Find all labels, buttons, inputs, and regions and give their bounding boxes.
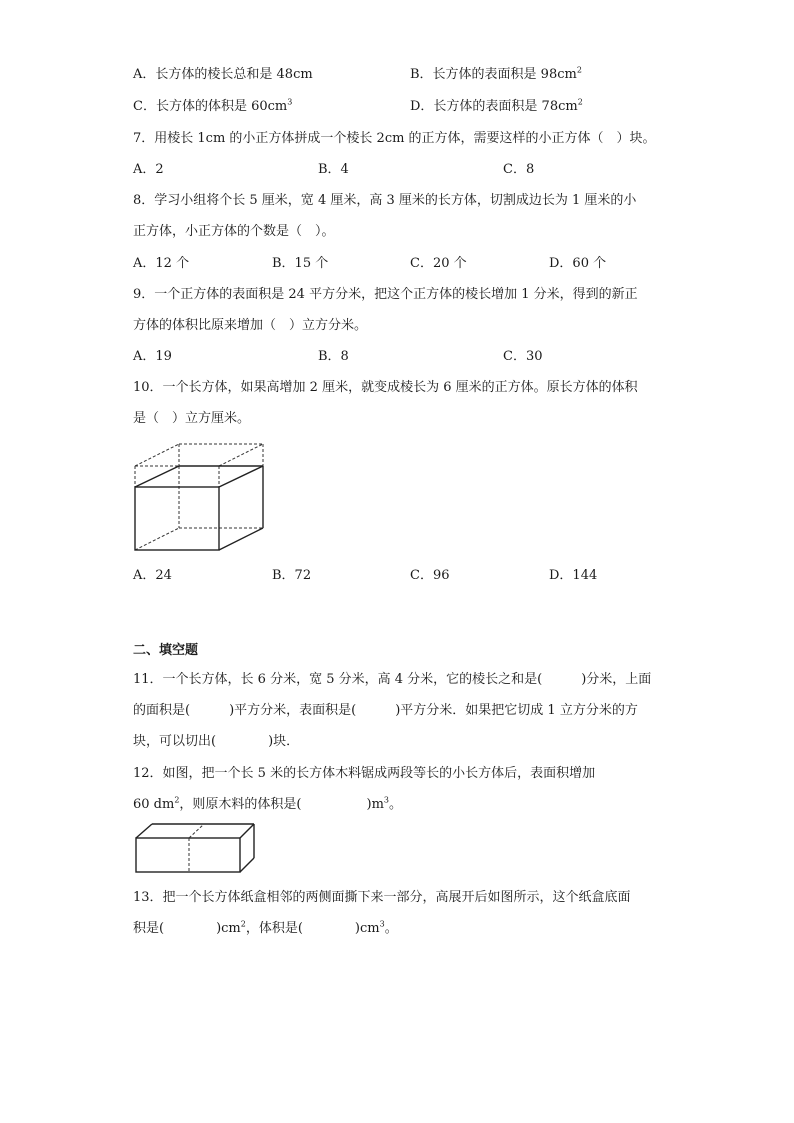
q11-stem-line1: 11．一个长方体，长 6 分米，宽 5 分米，高 4 分米，它的棱长之和是( )分米，上面 (133, 672, 652, 687)
q8-option-b: B．15 个 (272, 256, 329, 271)
q8-stem-line2: 正方体，小正方体的个数是（ ）。 (133, 224, 335, 239)
q10-stem-line2: 是（ ）立方厘米。 (133, 411, 251, 426)
q13-line2-part-c: 。 (384, 921, 398, 936)
q8-option-c: C．20 个 (410, 256, 467, 271)
q10-cuboid-figure (133, 442, 268, 552)
q10-option-b: B．72 (272, 568, 312, 583)
q9-stem-line1: 9．一个正方体的表面积是 24 平方分米，把这个正方体的棱长增加 1 分米，得到的新正 (133, 287, 638, 302)
q6-option-b-text: B．长方体的表面积是 98cm (410, 67, 577, 82)
q6-option-d-text: D．长方体的表面积是 78cm (410, 99, 578, 114)
q6-option-c-text: C．长方体的体积是 60cm (133, 99, 288, 114)
q6-option-a (133, 66, 313, 84)
q12-line2-sup-a: 2 (174, 795, 180, 805)
q8-option-d: D．60 个 (549, 256, 607, 271)
q12-line2-part-b: ，则原木料的体积是( )m (179, 797, 384, 812)
q6-option-a-text: A．长方体的棱长总和是 48cm (133, 67, 313, 82)
q6-option-c-sup: 3 (287, 97, 293, 107)
q9-option-a: A．19 (133, 349, 172, 364)
q12-stem-line2 (133, 796, 402, 814)
q12-figure-solid-lines (136, 824, 254, 872)
q12-line2-sup-b: 3 (383, 795, 389, 805)
q9-option-b: B．8 (318, 349, 349, 364)
q8-option-a: A．12 个 (133, 256, 190, 271)
q11-stem-line3: 块，可以切出( )块． (133, 734, 300, 749)
q13-line2-part-a: 积是( )cm (133, 921, 241, 936)
q9-option-c: C．30 (503, 349, 543, 364)
q11-stem-line2: 的面积是( )平方分米，表面积是( )平方分米．如果把它切成 1 立方分米的方 (133, 703, 638, 718)
q13-line2-part-b: ，体积是( )cm (245, 921, 380, 936)
q8-stem-line1: 8．学习小组将个长 5 厘米，宽 4 厘米，高 3 厘米的长方体，切割成边长为 1 厘米的小 (133, 193, 637, 208)
q10-stem-line1: 10．一个长方体，如果高增加 2 厘米，就变成棱长为 6 厘米的正方体。原长方体的体积 (133, 380, 638, 395)
q12-figure-cut-line (189, 824, 204, 872)
q12-stem-line1: 12．如图，把一个长 5 米的长方体木料锯成两段等长的小长方体后，表面积增加 (133, 766, 596, 781)
q12-line2-part-c: 。 (389, 797, 403, 812)
q12-line2-part-a: 60 dm (133, 797, 175, 812)
q12-log-figure (134, 822, 259, 874)
q13-line2-sup-a: 2 (240, 919, 246, 929)
q10-figure-dashed-lines (135, 444, 263, 550)
q10-option-d: D．144 (549, 568, 598, 583)
q6-option-d (410, 98, 583, 116)
q13-stem-line1: 13．把一个长方体纸盒相邻的两侧面撕下来一部分，高展开后如图所示，这个纸盒底面 (133, 890, 631, 905)
q7-option-b: B．4 (318, 162, 349, 177)
q6-option-d-sup: 2 (577, 97, 583, 107)
q10-figure-solid-lines (135, 466, 263, 550)
q10-option-a: A．24 (133, 568, 172, 583)
q13-line2-sup-b: 3 (379, 919, 385, 929)
q6-option-b (410, 66, 582, 84)
q7-stem: 7．用棱长 1cm 的小正方体拼成一个棱长 2cm 的正方体，需要这样的小正方体（ ）块。 (133, 131, 656, 146)
q6-option-b-sup: 2 (576, 65, 582, 75)
q13-stem-line2 (133, 920, 398, 938)
q7-option-a: A．2 (133, 162, 164, 177)
q10-option-c: C．96 (410, 568, 450, 583)
q6-option-c (133, 98, 292, 116)
q9-stem-line2: 方体的体积比原来增加（ ）立方分米。 (133, 318, 368, 333)
q7-option-c: C．8 (503, 162, 535, 177)
section-fill-in-title: 二、填空题 (133, 643, 199, 658)
